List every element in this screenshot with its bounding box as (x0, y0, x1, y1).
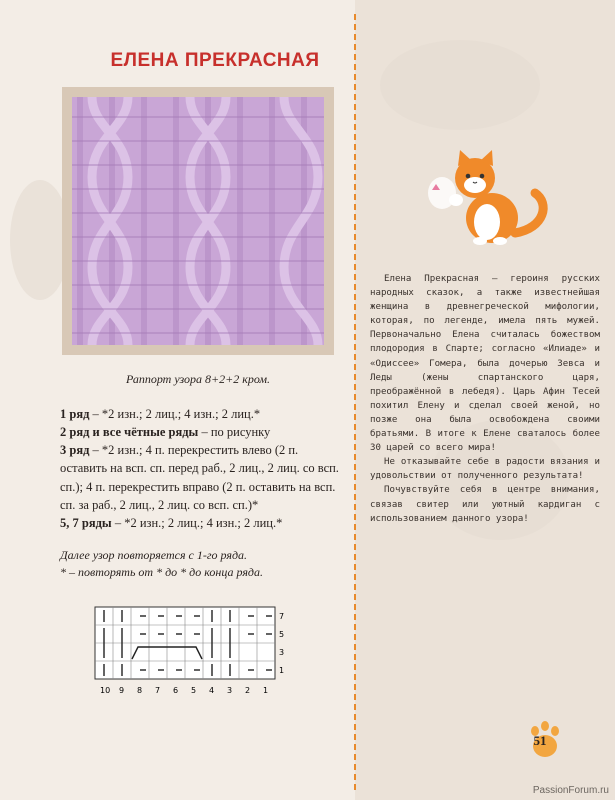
scheme-col-number: 5 (191, 686, 197, 695)
scheme-row-number: 7 (279, 612, 285, 621)
row-text: – по рисунку (198, 425, 271, 440)
scheme-col-number: 3 (227, 686, 233, 695)
instruction-row-3 (60, 441, 345, 514)
row-text: – *2 изн.; 2 лиц.; 4 изн.; 2 лиц.* (111, 515, 283, 530)
story-paragraph: Елена Прекрасная – героиня русских народных сказок, а также известнейшая женщина в древнегреческой мифологии, которая, по легенде, имела пять мужей. Первоначально Елена считалась божеством плодородия в Спарте; согласно «Илиаде» и «Одиссее» Гомера, была дочерью Зевса и Леды (жены спартанского царя, преображённой в лебедя). Царь Афин Тесей похитил Елену и сделал своей женой, но позже она была освобождена своими братьями. В итоге к Елене сваталось более 30 царей со всего мира! (370, 274, 600, 454)
rapport-caption: Раппорт узора 8+2+2 кром. (125, 372, 271, 386)
instructions (60, 405, 345, 532)
story-text (370, 272, 600, 526)
scheme-col-number: 9 (119, 686, 125, 695)
row-label: 1 ряд (60, 407, 90, 421)
page-title: ЕЛЕНА ПРЕКРАСНАЯ (110, 50, 320, 71)
story-paragraph: Не отказывайте себе в радости вязания и удовольствии от полученного результата! (370, 457, 600, 482)
row-label: 3 ряд (60, 443, 90, 458)
scheme-col-number: 2 (245, 686, 251, 695)
scheme-col-number: 4 (209, 686, 215, 695)
scheme-col-number: 6 (173, 686, 179, 695)
page-number: 51 (533, 733, 547, 748)
watermark: PassionForum.ru (532, 785, 609, 796)
dashed-divider (354, 14, 356, 790)
knitting-scheme (92, 605, 292, 702)
scheme-row-number: 5 (279, 630, 285, 639)
scheme-row-number: 1 (279, 666, 285, 675)
instruction-row-5-7 (60, 514, 345, 532)
scheme-grid (92, 605, 292, 697)
row-text: – *2 изн.; 4 п. перекрестить влево (2 п. оставить на всп. сп. перед раб., 2 лиц., 2 лиц. со всп. сп.); 4 п. перекрестить вправо (2 п. оставить на всп. сп. за раб., 2 лиц., 2 лиц. со всп. сп.)* (60, 443, 339, 512)
row-label: 2 ряд и все чётные ряды (60, 425, 199, 440)
scheme-col-number: 8 (137, 686, 143, 695)
row-label: 5, 7 ряды (60, 515, 112, 530)
scheme-col-number: 1 (263, 686, 269, 695)
scheme-row-number: 3 (279, 648, 285, 657)
knit-swatch-photo (62, 87, 334, 355)
instruction-row-1 (60, 405, 345, 423)
map-shape (380, 40, 540, 130)
scheme-col-number: 10 (100, 686, 111, 695)
row-text: – *2 изн.; 2 лиц.; 4 изн.; 2 лиц.* (89, 407, 261, 421)
instruction-row-2 (60, 423, 345, 441)
repeat-notes (60, 547, 345, 582)
repeat-note: * – повторять от * до * до конца ряда. (60, 565, 263, 580)
story-paragraph: Почувствуйте себя в центре внимания, связав свитер или уютный кардиган с использованием данного узора! (370, 485, 600, 524)
scheme-col-number: 7 (155, 686, 161, 695)
repeat-note: Далее узор повторяется с 1-го ряда. (60, 548, 248, 562)
knit-swatch-image (72, 97, 324, 345)
cat-illustration (420, 148, 570, 253)
map-shape (10, 180, 70, 300)
